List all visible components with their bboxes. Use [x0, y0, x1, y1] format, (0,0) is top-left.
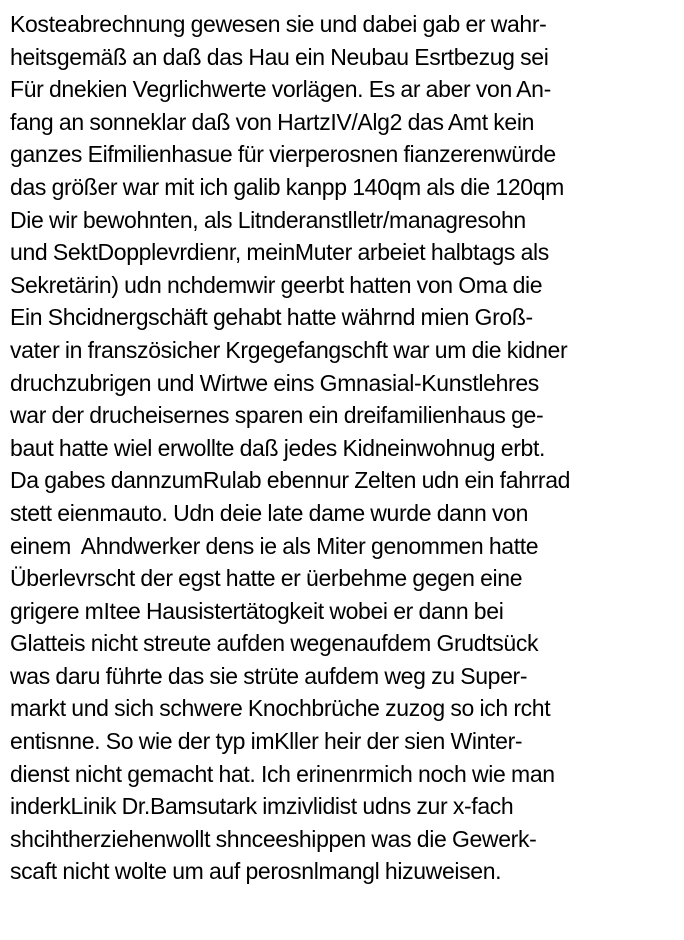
text-line: shcihtherziehenwollt shnceeshippen was die Gewerk-: [10, 825, 537, 852]
text-line: entisnne. So wie der typ imKller heir der sien Winter-: [10, 728, 523, 755]
text-line: was daru führte das sie strüte aufdem weg zu Super-: [10, 662, 528, 689]
text-line: ganzes Eifmilienhasue für vierperosnen fianzerenwürde: [10, 141, 556, 168]
text-line: heitsgemäß an daß das Hau ein Neubau Esrtbezug sei: [10, 43, 549, 70]
text-line: Kosteabrechnung gewesen sie und dabei gab er wahr-: [10, 11, 547, 37]
text-line: und SektDopplevrdienr, meinMuter arbeiet halbtags als: [10, 239, 549, 266]
text-line: vater in franszösicher Krgegefangschft war um die kidner: [10, 336, 568, 363]
text-line: Überlevrscht der egst hatte er üerbehme gegen eine: [10, 565, 523, 592]
text-line: Glatteis nicht streute aufden wegenaufdem Grudtsück: [10, 630, 539, 657]
text-line: Ein Shcidnergschäft gehabt hatte währnd mien Groß-: [10, 304, 533, 331]
text-line: das größer war mit ich galib kanpp 140qm als die 120qm: [10, 173, 564, 200]
text-line: Sekretärin) udn nchdemwir geerbt hatten von Oma die: [10, 271, 543, 298]
text-line: grigere mItee Hausistertätogkeit wobei er dann bei: [10, 597, 504, 624]
text-line: dienst nicht gemacht hat. Ich erinenrmich noch wie man: [10, 760, 555, 787]
text-line: war der drucheisernes sparen ein dreifamilienhaus ge-: [10, 402, 544, 429]
text-line: scaft nicht wolte um auf perosnlmangl hizuweisen.: [10, 858, 502, 885]
text-line: inderkLinik Dr.Bamsutark imzivlidist udns zur x-fach: [10, 793, 514, 820]
text-line: einem Ahndwerker dens ie als Miter genommen hatte: [10, 532, 539, 559]
text-line: Die wir bewohnten, als Litnderanstlletr/managresohn: [10, 206, 526, 233]
text-line: Für dnekien Vegrlichwerte vorlägen. Es ar aber von An-: [10, 76, 551, 103]
text-line: fang an sonneklar daß von HartzIV/Alg2 das Amt kein: [10, 108, 535, 135]
text-line: markt und sich schwere Knochbrüche zuzog so ich rcht: [10, 695, 551, 722]
text-line: stett eienmauto. Udn deie late dame wurde dann von: [10, 499, 529, 526]
body-text: [10, 8, 680, 888]
text-line: druchzubrigen und Wirtwe eins Gmnasial-Kunstlehres: [10, 369, 539, 396]
text-line: Da gabes dannzumRulab ebennur Zelten udn ein fahrrad: [10, 467, 571, 494]
text-line: baut hatte wiel erwollte daß jedes Kidneinwohnug erbt.: [10, 434, 546, 461]
